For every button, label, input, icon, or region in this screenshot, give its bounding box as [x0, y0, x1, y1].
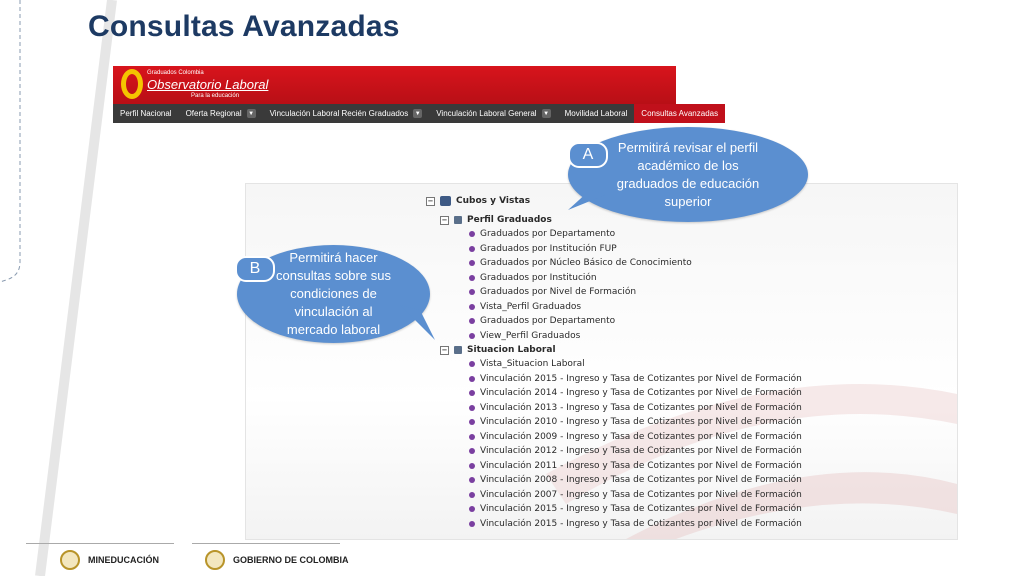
tree-item-situacion-label: Vinculación 2015 - Ingreso y Tasa de Cotizantes por Nivel de Formación [480, 518, 802, 529]
logo-tagline: Para la educación [191, 93, 240, 99]
item-bullet-icon [469, 492, 475, 498]
callout-b-text: Permitirá hacer consultas sobre sus condiciones de vinculación al mercado laboral [276, 250, 391, 337]
tree-node-situacion-label: Situacion Laboral [467, 345, 556, 355]
item-bullet-icon [469, 390, 475, 396]
observatorio-logo-icon[interactable] [121, 69, 143, 99]
item-bullet-icon [469, 333, 475, 339]
item-bullet-icon [469, 448, 475, 454]
tree-item-situacion-label: Vinculación 2010 - Ingreso y Tasa de Cotizantes por Nivel de Formación [480, 417, 802, 427]
tree-node-perfil[interactable] [440, 215, 552, 225]
tree-node-cubos-label: Cubos y Vistas [456, 196, 531, 206]
tree-item-perfil[interactable] [469, 244, 617, 254]
tree-item-situacion-label: Vinculación 2014 - Ingreso y Tasa de Cotizantes por Nivel de Formación [480, 388, 802, 398]
collapse-toggle-icon[interactable]: − [427, 196, 434, 205]
dropdown-arrow-icon[interactable]: ▼ [414, 110, 421, 117]
portal-nav [113, 104, 724, 123]
footer-right-label: GOBIERNO DE COLOMBIA [233, 555, 349, 565]
callout-a-text: Permitirá revisar el perfil académico de los graduados de educación superior [616, 139, 760, 209]
item-bullet-icon [469, 376, 475, 382]
tree-item-situacion-label: Vinculación 2011 - Ingreso y Tasa de Cotizantes por Nivel de Formación [480, 460, 802, 471]
tree-item-perfil-label: Graduados por Departamento [480, 229, 616, 239]
tree-item-perfil[interactable] [469, 316, 615, 326]
tree-item-perfil-label: Graduados por Núcleo Básico de Conocimiento [480, 258, 692, 268]
item-bullet-icon [469, 419, 475, 425]
tree-item-situacion[interactable] [469, 519, 802, 529]
portal-header [113, 66, 676, 104]
collapse-toggle-icon[interactable]: − [441, 345, 448, 354]
footer-divider [26, 543, 174, 544]
tree-item-situacion-label: Vinculación 2013 - Ingreso y Tasa de Cotizantes por Nivel de Formación [480, 402, 802, 413]
tree-item-situacion[interactable] [469, 388, 802, 398]
tree-item-perfil[interactable] [469, 302, 581, 312]
tree-item-situacion[interactable] [469, 446, 802, 456]
item-bullet-icon [469, 405, 475, 411]
tree-item-situacion[interactable] [469, 403, 802, 413]
tree-item-situacion-label: Vinculación 2015 - Ingreso y Tasa de Cotizantes por Nivel de Formación [480, 504, 802, 514]
tree-item-situacion[interactable] [469, 432, 802, 442]
footer-divider [192, 543, 340, 544]
footer-mineducacion [60, 550, 159, 570]
callout-a-tail [560, 190, 620, 215]
footer-gobierno [205, 550, 349, 570]
nav-perfil-nacional[interactable]: Perfil Nacional [120, 109, 172, 118]
tree-item-perfil-label: Graduados por Departamento [480, 316, 616, 326]
logo-title[interactable]: Observatorio Laboral [147, 77, 269, 92]
item-bullet-icon [469, 521, 475, 527]
item-bullet-icon [469, 260, 475, 266]
folder-icon [454, 346, 462, 354]
tree-item-situacion-label: Vinculación 2007 - Ingreso y Tasa de Cotizantes por Nivel de Formación [480, 489, 802, 500]
nav-oferta-regional[interactable]: Oferta Regional ▼ [185, 109, 255, 118]
nav-movilidad-laboral[interactable]: Movilidad Laboral [564, 109, 628, 118]
nav-consultas-avanzadas[interactable]: Consultas Avanzadas [634, 104, 725, 123]
item-bullet-icon [469, 304, 475, 310]
item-bullet-icon [469, 361, 475, 367]
dropdown-arrow-icon[interactable]: ▼ [543, 110, 550, 117]
dropdown-arrow-icon[interactable]: ▼ [248, 110, 255, 117]
coat-of-arms-icon [205, 550, 225, 570]
tree-item-perfil-label: View_Perfil Graduados [480, 330, 581, 341]
item-bullet-icon [469, 231, 475, 237]
tree-item-perfil-label: Vista_Perfil Graduados [480, 301, 582, 312]
item-bullet-icon [469, 506, 475, 512]
callout-b-tail [390, 300, 440, 345]
item-bullet-icon [469, 275, 475, 281]
folder-icon [454, 216, 462, 224]
tree-item-situacion[interactable] [469, 374, 802, 384]
nav-vinculacion-general[interactable]: Vinculación Laboral General ▼ [436, 109, 550, 118]
tree-item-perfil-label: Graduados por Nivel de Formación [480, 287, 637, 297]
tree-node-cubos[interactable] [426, 196, 530, 206]
callout-a-badge: A [568, 142, 608, 168]
tree-item-situacion[interactable] [469, 359, 585, 369]
tree-item-perfil[interactable] [469, 229, 615, 239]
tree-item-situacion[interactable] [469, 417, 802, 427]
cubes-icon [440, 196, 451, 206]
tree-item-situacion-label: Vinculación 2008 - Ingreso y Tasa de Cotizantes por Nivel de Formación [480, 475, 802, 485]
item-bullet-icon [469, 289, 475, 295]
tree-item-perfil[interactable] [469, 287, 636, 297]
tree-item-situacion-label: Vinculación 2012 - Ingreso y Tasa de Cotizantes por Nivel de Formación [480, 446, 802, 456]
tree-item-perfil-label: Graduados por Institución FUP [480, 243, 617, 254]
item-bullet-icon [469, 246, 475, 252]
tree-node-perfil-label: Perfil Graduados [467, 215, 552, 225]
tree-node-situacion[interactable] [440, 345, 556, 355]
tree-item-situacion[interactable] [469, 504, 802, 514]
item-bullet-icon [469, 463, 475, 469]
tree-item-perfil[interactable] [469, 258, 692, 268]
collapse-toggle-icon[interactable]: − [441, 215, 448, 224]
logo-subtitle: Graduados Colombia [147, 70, 204, 76]
item-bullet-icon [469, 477, 475, 483]
slide-title: Consultas Avanzadas [88, 10, 400, 43]
tree-item-situacion[interactable] [469, 475, 802, 485]
tree-item-situacion-label: Vista_Situacion Laboral [480, 359, 585, 369]
tree-item-situacion[interactable] [469, 490, 802, 500]
nav-vinculacion-recien-graduados[interactable]: Vinculación Laboral Recién Graduados ▼ [269, 109, 421, 118]
footer-left-label: MINEDUCACIÓN [88, 555, 159, 565]
tree-item-situacion-label: Vinculación 2015 - Ingreso y Tasa de Cotizantes por Nivel de Formación [480, 373, 802, 384]
cubes-tree-panel [245, 183, 958, 540]
item-bullet-icon [469, 434, 475, 440]
tree-item-situacion-label: Vinculación 2009 - Ingreso y Tasa de Cotizantes por Nivel de Formación [480, 431, 802, 442]
tree-item-situacion[interactable] [469, 461, 802, 471]
tree-item-perfil[interactable] [469, 331, 580, 341]
coat-of-arms-icon [60, 550, 80, 570]
item-bullet-icon [469, 318, 475, 324]
decorative-edge [0, 0, 120, 576]
tree-item-perfil[interactable] [469, 273, 597, 283]
tree-item-perfil-label: Graduados por Institución [480, 272, 597, 283]
callout-b-badge: B [235, 256, 275, 282]
